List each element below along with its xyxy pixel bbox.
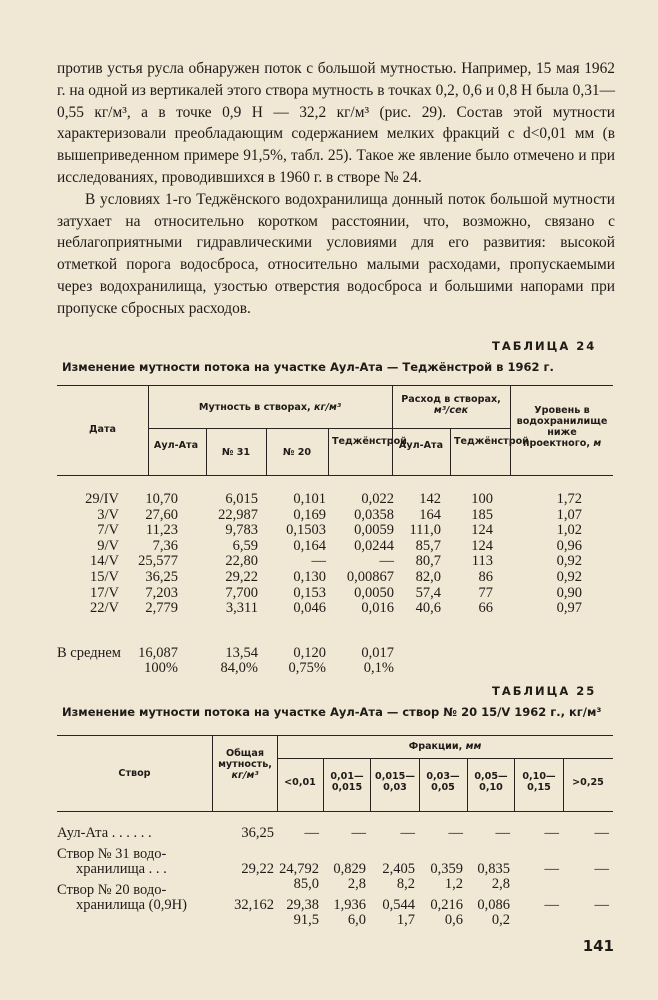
t24-average-percent: 0,75% [288,660,326,676]
table-24-caption: Изменение мутности потока на участке Аул-Ата — Теджёнстрой в 1962 г. [62,360,554,374]
t25-fraction-percent: — [544,861,559,877]
t25-fraction-percent: — [594,897,609,913]
t24-turbidity-31-cell: 3,311 [225,600,258,617]
t24-average-value: 16,087 [138,645,178,661]
t24-col-tedzhenstroy: Теджёнстрой [332,436,407,447]
t24-discharge-tedzhenstroy-cell: 77 [478,584,493,601]
t25-total-cell: 29,22 [241,861,274,877]
t24-turbidity-tedzhenstroy-cell: 0,022 [361,491,394,507]
t24-average-percent: 100% [144,660,178,676]
t25-fraction-percent: 8,2 [396,876,415,892]
t24-vline [266,428,267,475]
t25-stvor-name-cont: хранилища . . . [76,861,167,877]
paragraph-2: В условиях 1-го Теджёнского водохранилища донный поток большой мутности затухает на относительно коротком расстоянии, что, возможно, связано с неблагоприятными гидравлическими условиями для его развития: высокой отметкой порога водосброса, относительно малыми расходами, пропускаемыми через водохранилища, узостью отверстия водосброса и большими напорами при пропуске сбросных расходов. [57,190,615,317]
t24-turbidity-tedzhenstroy-cell: 0,0244 [354,537,394,554]
t24-col-aulata: Аул-Ата [153,440,199,451]
t24-discharge-tedzhenstroy-cell: 113 [471,553,493,570]
t25-stvor-name: Створ № 20 водо- [57,882,167,898]
t24-discharge-aulata-cell: 164 [419,506,441,523]
t24-discharge-aulata-cell: 40,6 [415,600,441,617]
t24-discharge-tedzhenstroy-cell: 124 [471,537,493,554]
t25-vline [467,758,468,811]
t25-fraction-value: 0,835 [477,861,510,877]
t24-date-cell: 14/V [90,553,119,570]
t25-fraction-percent: 6,0 [347,912,366,928]
t24-turbidity-tedzhenstroy-cell: 0,016 [361,600,394,617]
table-25-label: ТАБЛИЦА 25 [492,684,597,698]
t24-turbidity-31-cell: 6,015 [225,491,258,507]
t25-vline [212,735,213,811]
t24-turbidity-tedzhenstroy-cell: — [379,553,394,570]
t24-date-cell: 22/V [90,600,119,617]
t24-turbidity-aulata-cell: 7,203 [145,584,178,601]
t25-fraction-percent: — [594,861,609,877]
t25-fraction-value: — [304,825,319,841]
t24-average-label: В среднем [57,645,121,661]
t24-turbidity-20-cell: — [311,553,326,570]
t24-turbidity-31-cell: 9,783 [225,522,258,539]
t24-date-cell: 9/V [97,537,119,554]
t24-turbidity-20-cell: 0,130 [293,569,326,585]
t24-date-cell: 17/V [90,584,119,601]
t24-turbidity-20-cell: 0,1503 [286,522,326,539]
t24-discharge-tedzhenstroy-cell: 66 [478,600,493,617]
t25-fraction-value: 0,359 [430,861,463,877]
t24-discharge-aulata-cell: 111,0 [409,522,441,539]
t25-stvor-name: Аул-Ата . . . . . . [57,825,152,841]
t25-vline [514,758,515,811]
t24-discharge-aulata-cell: 142 [419,491,441,507]
t25-fraction-value: — [495,825,510,841]
t24-header-date: Дата [88,424,117,435]
t25-fraction-value: 2,405 [382,861,415,877]
t24-level-cell: 0,97 [556,600,582,617]
t24-turbidity-20-cell: 0,169 [293,506,326,523]
t24-col-q-aulata: Аул-Ата [398,440,444,451]
t24-turbidity-20-cell: 0,101 [293,491,326,507]
t24-col-31: № 31 [221,447,251,458]
t25-header-fractions-unit: мм [465,741,482,752]
t25-fraction-percent: 85,0 [293,876,319,892]
t24-turbidity-tedzhenstroy-cell: 0,00867 [346,569,394,585]
t25-fraction-value: 24,792 [279,861,319,877]
t24-header-discharge-text: Расход в створах, [401,394,501,405]
t25-fraction-value: — [400,825,415,841]
t24-level-cell: 0,92 [556,569,582,585]
t25-fraction-percent: 2,8 [347,876,366,892]
t24-discharge-aulata-cell: 82,0 [415,569,441,585]
t24-discharge-aulata-cell: 57,4 [415,584,441,601]
t24-turbidity-tedzhenstroy-cell: 0,0358 [354,506,394,523]
t24-average-value: 13,54 [225,645,258,661]
t24-level-cell: 1,72 [556,491,582,507]
t25-header-total [214,748,276,781]
t24-level-cell: 1,02 [556,522,582,539]
t25-stvor-name-cont: хранилища (0,9H) [76,897,187,913]
t24-header-discharge [392,394,510,416]
t24-vline [510,385,511,475]
t24-turbidity-tedzhenstroy-cell: 0,0050 [354,584,394,601]
t24-turbidity-aulata-cell: 36,25 [145,569,178,585]
paragraph-1: против устья русла обнаружен поток с большой мутностью. Например, 15 мая 1962 г. на одной из вертикалей этого створа мутность в точках 0,2, 0,6 и 0,8 H была 0,31—0,55 кг/м³, а в точке 0,9 H — 32,2 кг/м³ (рис. 29). Состав этой мутности характеризовали преобладающим содержанием мелких фракций с d<0,01 мм (в вышеприведенном примере 91,5%, табл. 25). Такое же явление было отмечено и при исследованиях, проводившихся в 1960 г. в створе № 24. [57,60,615,186]
page-number: 141 [582,937,614,955]
t24-header-turbidity-unit: кг/м³ [314,402,342,413]
table-25-caption: Изменение мутности потока на участке Аул-Ата — створ № 20 15/V 1962 г., кг/м³ [62,705,602,719]
t25-col-frac-6: 0,10—0,15 [522,771,556,793]
t25-total-cell: 36,25 [241,825,274,841]
table-24-group-rule-1 [148,428,392,429]
t24-turbidity-31-cell: 22,987 [218,506,258,523]
t25-fraction-percent: 2,8 [491,876,510,892]
t24-header-turbidity-text: Мутность в створах, [198,402,311,413]
t25-col-frac-1: <0,01 [284,777,316,788]
t25-header-stvor: Створ [118,768,151,779]
t24-turbidity-aulata-cell: 11,23 [145,522,178,539]
t25-fraction-percent: 0,6 [444,912,463,928]
t25-col-frac-7: >0,25 [572,777,604,788]
t24-turbidity-tedzhenstroy-cell: 0,0059 [354,522,394,539]
t25-fraction-value: — [351,825,366,841]
t24-vline [450,428,451,475]
t24-turbidity-20-cell: 0,046 [293,600,326,617]
t24-turbidity-aulata-cell: 2,779 [145,600,178,617]
t24-header-level-unit: м [593,438,602,449]
t25-col-frac-4: 0,03—0,05 [426,771,460,793]
t24-turbidity-20-cell: 0,153 [293,584,326,601]
t25-fraction-value: — [544,825,559,841]
t24-discharge-tedzhenstroy-cell: 86 [478,569,493,585]
t24-level-cell: 0,90 [556,584,582,601]
t24-discharge-aulata-cell: 85,7 [415,537,441,554]
table-24-header-rule [57,475,613,476]
t25-col-frac-5: 0,05—0,10 [474,771,508,793]
t24-discharge-tedzhenstroy-cell: 124 [471,522,493,539]
t24-turbidity-aulata-cell: 25,577 [138,553,178,570]
table-24-group-rule-2 [392,428,510,429]
t25-col-frac-2: 0,01—0,015 [330,771,364,793]
t25-vline [419,758,420,811]
t24-header-turbidity [148,402,392,413]
t24-turbidity-aulata-cell: 10,70 [145,491,178,507]
table-24-top-rule [57,385,613,386]
table-24-label: ТАБЛИЦА 24 [492,339,597,353]
t25-vline [323,758,324,811]
t25-col-frac-3: 0,015—0,03 [375,771,415,793]
t24-date-cell: 3/V [97,506,119,523]
t24-discharge-aulata-cell: 80,7 [415,553,441,570]
t24-turbidity-31-cell: 6,59 [232,537,258,554]
t25-fraction-value: — [448,825,463,841]
t25-vline [563,758,564,811]
t24-header-level-text: Уровень в водохранилище ниже проектного, [516,405,608,449]
t25-header-total-unit: кг/м³ [231,770,259,781]
body-text [57,58,615,320]
t24-level-cell: 0,96 [556,537,582,554]
t25-header-fractions [277,741,613,752]
t24-average-value: 0,120 [293,645,326,661]
t25-fraction-value: 0,216 [430,897,463,913]
t25-fraction-percent: 1,7 [396,912,415,928]
t24-vline [328,428,329,475]
t24-turbidity-20-cell: 0,164 [293,537,326,554]
t25-fraction-percent: 0,2 [491,912,510,928]
t24-date-cell: 29/IV [85,491,119,507]
t25-fraction-value: 1,936 [333,897,366,913]
t24-level-cell: 0,92 [556,553,582,570]
t24-vline [148,385,149,475]
t24-turbidity-aulata-cell: 27,60 [145,506,178,523]
t24-header-discharge-unit: м³/сек [433,405,469,416]
t25-header-total-text: Общая мутность, [218,748,272,770]
t24-turbidity-31-cell: 29,22 [225,569,258,585]
table-25-header-rule [57,811,613,812]
t25-fraction-value: — [594,825,609,841]
t25-fraction-value: 29,38 [286,897,319,913]
t25-fraction-percent: — [544,897,559,913]
t24-turbidity-31-cell: 7,700 [225,584,258,601]
t25-header-fractions-text: Фракции, [408,741,463,752]
t24-date-cell: 7/V [97,522,119,539]
t25-fraction-percent: 1,2 [444,876,463,892]
t24-turbidity-aulata-cell: 7,36 [152,537,178,554]
t24-level-cell: 1,07 [556,506,582,523]
t24-col-q-tedzhenstroy: Теджёнстрой [454,436,529,447]
t25-vline [370,758,371,811]
t25-stvor-name: Створ № 31 водо- [57,846,167,862]
t25-fraction-value: 0,829 [333,861,366,877]
t24-average-percent: 0,1% [363,660,394,676]
t24-discharge-tedzhenstroy-cell: 100 [471,491,493,507]
t24-discharge-tedzhenstroy-cell: 185 [471,506,493,523]
t24-date-cell: 15/V [90,569,119,585]
t24-vline [206,428,207,475]
t25-fraction-percent: 91,5 [293,912,319,928]
t25-fraction-value: 0,086 [477,897,510,913]
t24-col-20: № 20 [282,447,312,458]
t24-average-percent: 84,0% [220,660,258,676]
table-25-top-rule [57,735,613,736]
t24-turbidity-31-cell: 22,80 [225,553,258,570]
t25-total-cell: 32,162 [234,897,274,913]
t25-fraction-value: 0,544 [382,897,415,913]
t24-average-value: 0,017 [361,645,394,661]
